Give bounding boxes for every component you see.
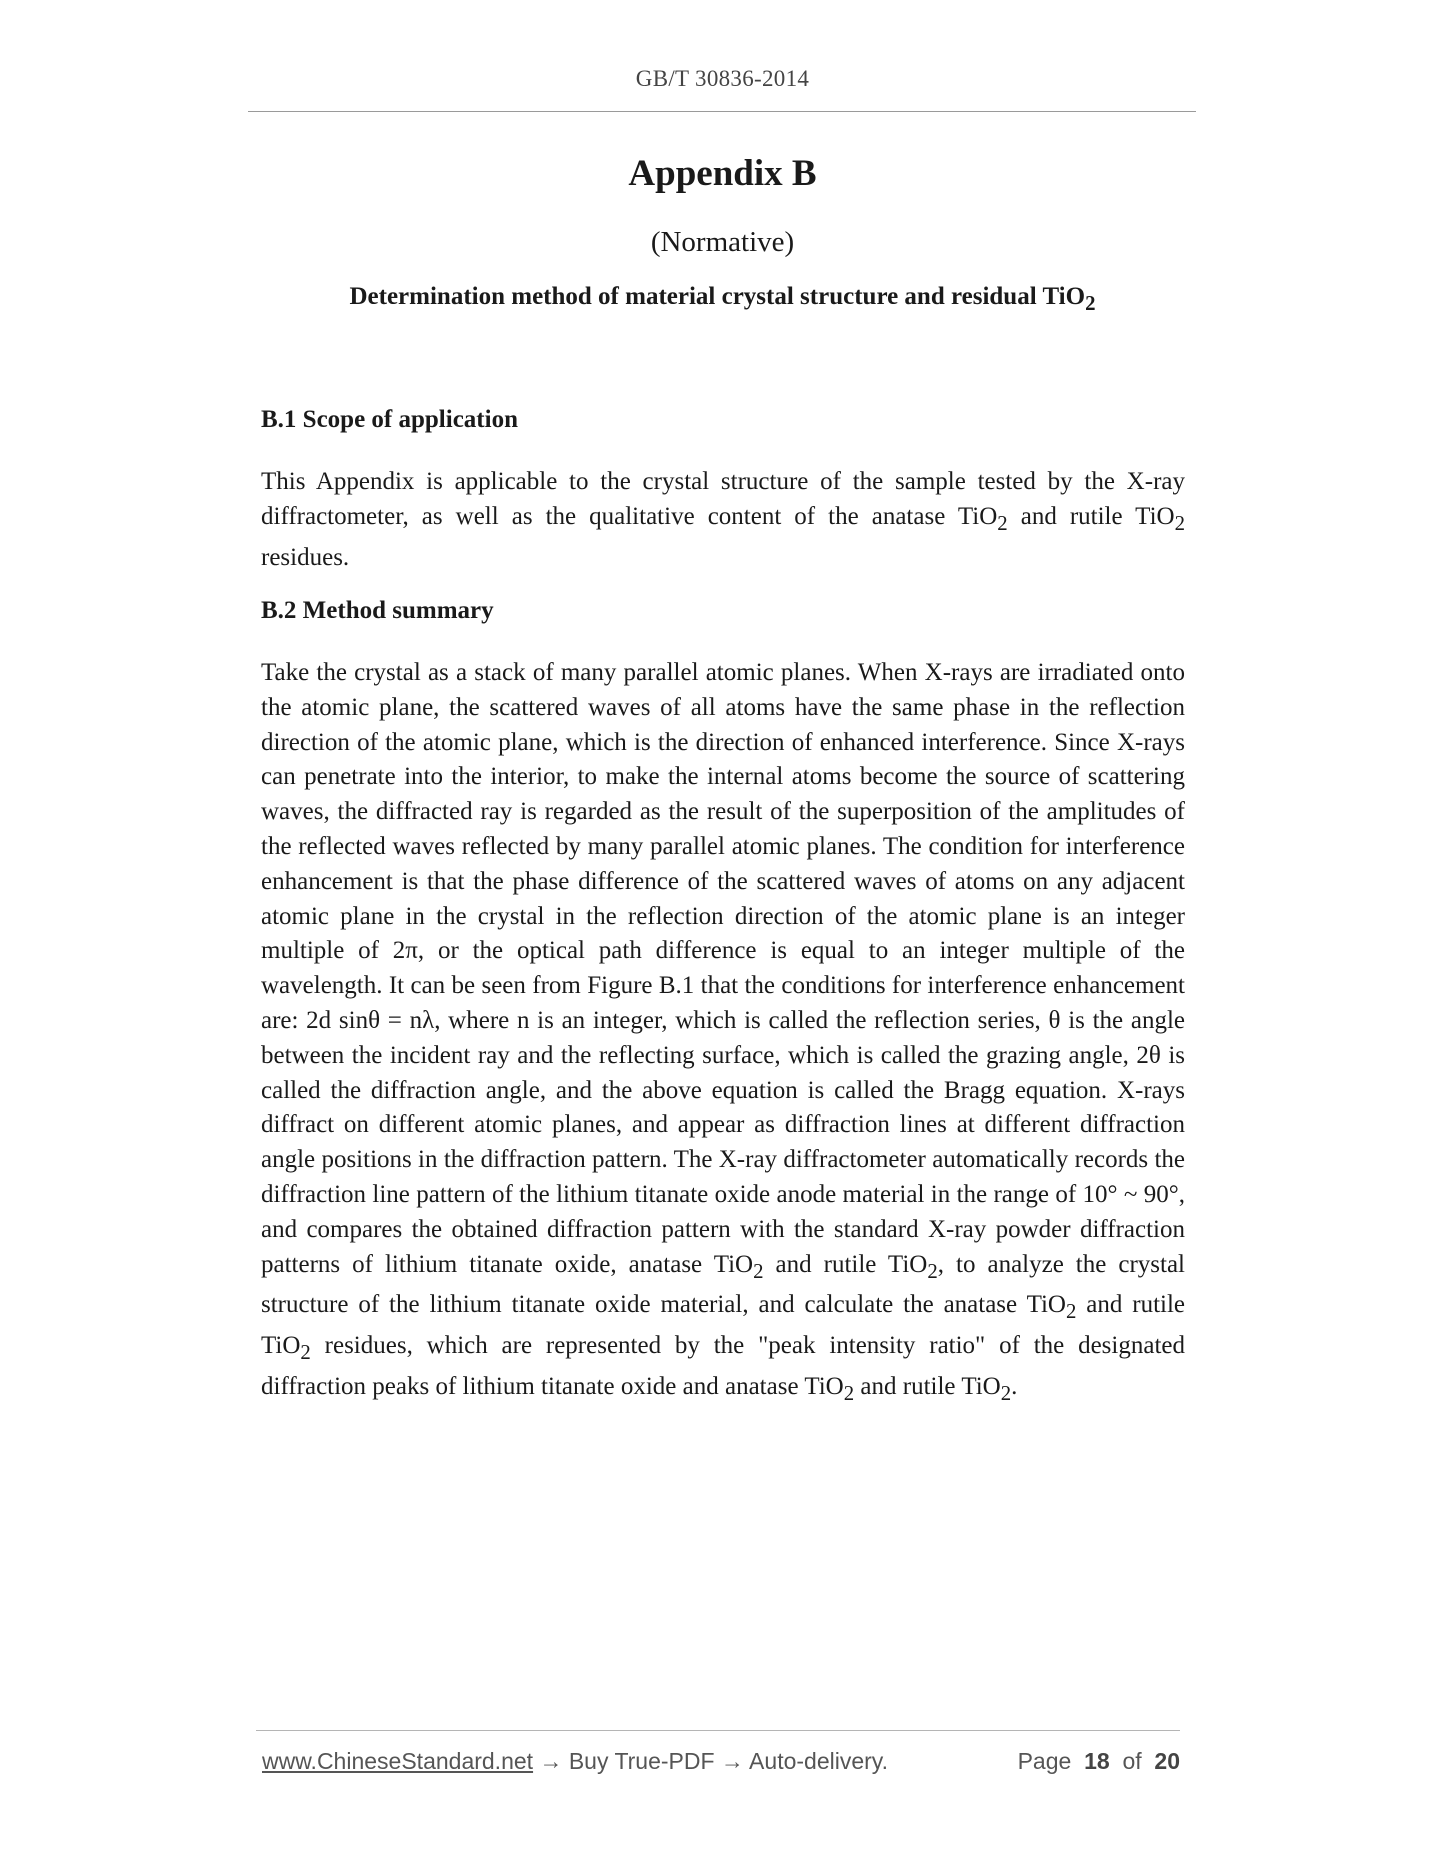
subscript: 2 xyxy=(997,510,1008,535)
page-current: 18 xyxy=(1084,1748,1110,1774)
subscript: 2 xyxy=(1174,510,1185,535)
subscript: 2 xyxy=(1065,1299,1077,1324)
appendix-subtitle xyxy=(0,283,1445,316)
document-code: GB/T 30836-2014 xyxy=(635,66,810,91)
section-b1-heading: B.1 Scope of application xyxy=(261,406,518,433)
text-run: Take the crystal as a stack of many parallel atomic planes. When X-rays are irradiated onto the atomic plane, the scattered waves of all atoms have the same phase in the reflection direction of the atomic plane, which is the direction of enhanced interference. Since X-rays can penetrate into the interior, to make the internal atoms become the source of scattering waves, the diffracted ray is regarded as the result of the superposition of the amplitudes of the reflected waves reflected by many parallel atomic planes. The condition for interference enhancement is that the phase difference of the scattered waves of atoms on any adjacent atomic plane in the crystal in the reflection direction of the atomic plane is an integer multiple of 2π, or the optical path difference is equal to an integer multiple of the wavelength. It can be seen from Figure B.1 that the conditions for interference enhancement are: 2d sinθ = nλ, where n is an integer, which is called the reflection series, θ is the angle between the incident ray and the reflecting surface, which is called the grazing angle, 2θ is called the diffraction angle, and the above equation is called the Bragg equation. X-rays diffract on different atomic planes, and appear as diffraction lines at different diffraction angle positions in the diffraction pattern. The X-ray diffractometer automatically records the diffraction line pattern of the lithium titanate oxide anode material in the range of 10° ~ 90°, and compares the obtained diffraction pattern with the standard X-ray powder diffraction patterns of lithium titanate oxide, anatase TiO xyxy=(261,659,1185,1278)
subtitle-text: Determination method of material crystal structure and residual TiO xyxy=(349,283,1086,310)
page-total: 20 xyxy=(1154,1748,1180,1774)
page-of: of xyxy=(1122,1748,1142,1774)
text-run: , to analyze the crystal structure of the lithium titanate oxide material, and calculate the anatase TiO xyxy=(261,1250,1185,1319)
subscript: 2 xyxy=(1000,1380,1012,1405)
text-run: residues, which are represented by the "peak intensity ratio" of the designated diffraction peaks of lithium titanate oxide and anatase TiO xyxy=(261,1332,1185,1400)
subscript: 2 xyxy=(927,1258,938,1283)
footer-divider xyxy=(256,1730,1180,1731)
section-b2-heading: B.2 Method summary xyxy=(261,597,494,624)
text-run: and rutile TiO xyxy=(1007,502,1175,530)
text-run: and rutile TiO xyxy=(261,1291,1186,1360)
subscript: 2 xyxy=(843,1380,855,1405)
section-b1-body xyxy=(261,465,1185,575)
subscript: 2 xyxy=(300,1340,311,1365)
subtitle-subscript: 2 xyxy=(1085,291,1096,315)
page-indicator xyxy=(1018,1748,1180,1775)
text-run: and rutile TiO xyxy=(763,1250,928,1278)
text-run: and rutile TiO xyxy=(854,1372,1001,1400)
header-divider xyxy=(248,111,1196,112)
text-run: This Appendix is applicable to the crystal structure of the sample tested by the X-ray diffractometer, as well as the qualitative content of the anatase TiO xyxy=(261,468,1185,530)
appendix-title: Appendix B xyxy=(628,153,817,194)
text-run: residues. xyxy=(261,543,350,571)
promo-text: → Buy True-PDF → Auto-delivery. xyxy=(533,1748,888,1774)
section-b2-body xyxy=(261,656,1185,1411)
page-label: Page xyxy=(1017,1748,1072,1774)
appendix-type: (Normative) xyxy=(650,226,795,258)
footer xyxy=(262,1748,1180,1775)
website-link[interactable]: www.ChineseStandard.net xyxy=(262,1748,534,1774)
subscript: 2 xyxy=(753,1258,764,1283)
text-run: . xyxy=(1011,1372,1018,1400)
